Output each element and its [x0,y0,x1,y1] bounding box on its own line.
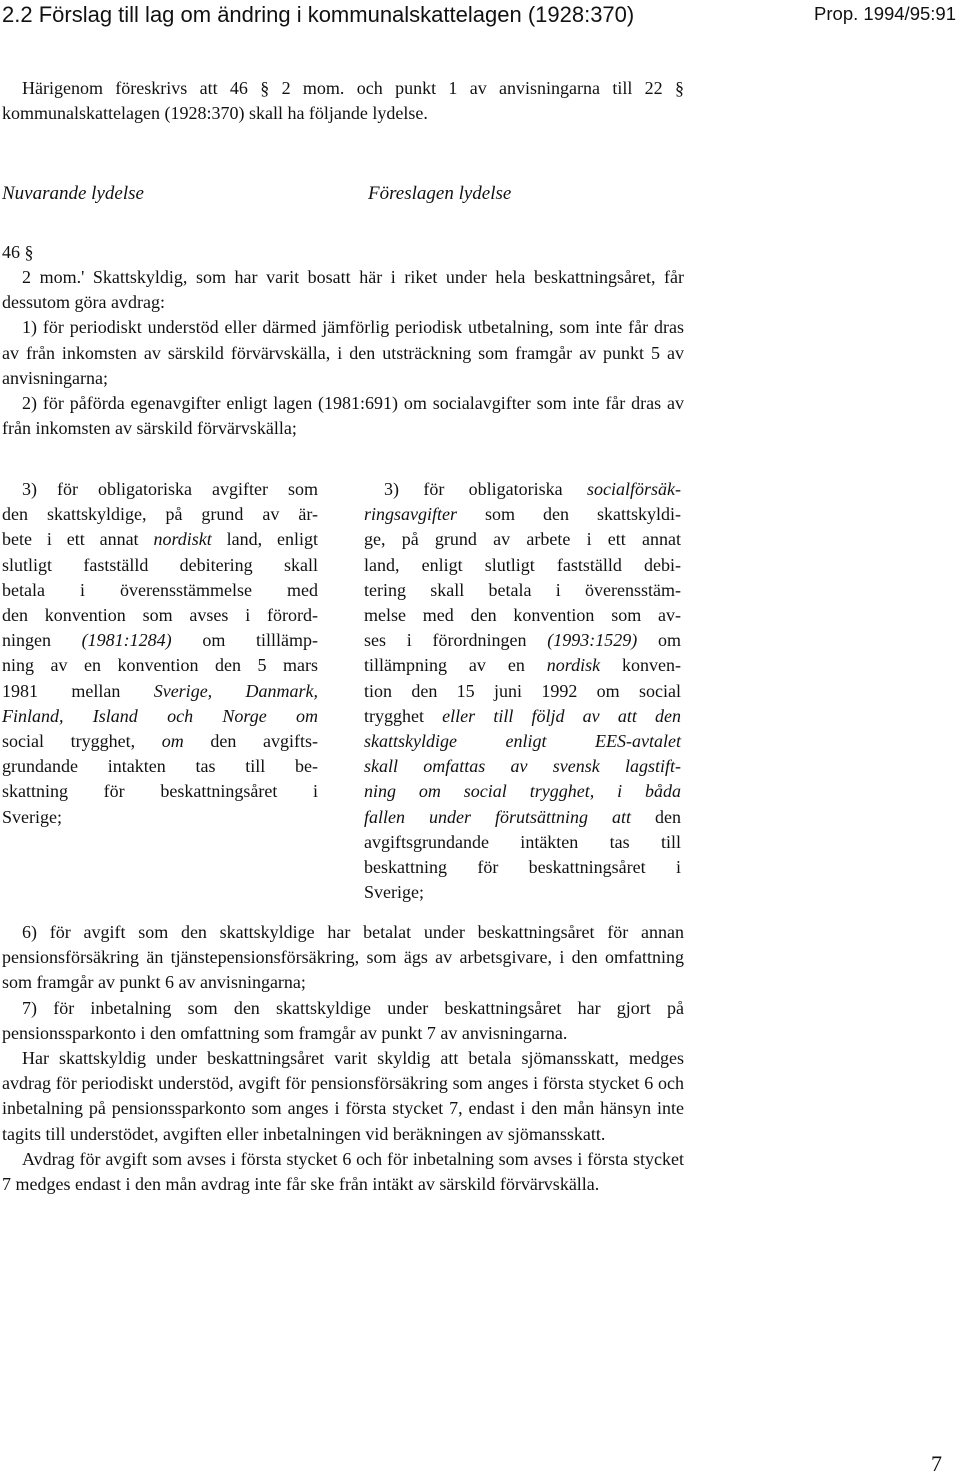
left-line: bete i ett annat nordiskt land, enligt [2,529,319,550]
left-line: social trygghet, om den avgifts- [2,731,318,752]
right-line: ge, på grund av arbete i ett annat [364,529,681,550]
left-line: grundande intakten tas till be- [2,756,318,777]
current-wording-column [2,477,318,830]
paragraph-sjomansskatt: Har skattskyldig under beskattningsåret varit skyldig att betala sjömansskatt, medges avdrag för periodiskt understöd, avgift för pensionsförsäkring som anges i första stycket 6 och inbetalning på pensionssparkonto som anges i första stycket 7, endast i den mån hänsyn inte tagits till understödet, avgiften eller inbetalningen vid beräkningen av sjömansskatt. [2,1048,684,1144]
right-line: trygghet eller till följd av att den [364,705,681,726]
right-line: ning om social trygghet, i båda [364,781,681,802]
left-line: ningen (1981:1284) om tilllämp- [2,630,318,651]
item-2: 2) för påförda egenavgifter enligt lagen (1981:691) om socialavgifter som inte får dras av från inkomsten av särskild förvärvskälla; [2,393,684,439]
prop-reference: Prop. 1994/95:91 [814,3,956,24]
left-line: skattning för beskattningsåret i [2,781,318,802]
right-line: skattskyldige enligt EES-avtalet [364,731,681,752]
proposed-wording-column [364,477,681,905]
right-line: tillämpning av en nordisk konven- [364,655,681,676]
right-line: avgiftsgrundande intäkten tas till [364,831,681,852]
right-line: ringsavgifter som den skattskyldi- [364,504,681,525]
right-line: 3) för obligatoriska socialförsäk- [384,479,681,499]
right-line: ses i förordningen (1993:1529) om [364,630,682,651]
footnote-mark: ' [81,267,85,287]
right-line: melse med den konvention som av- [364,605,681,626]
left-line: den konvention som avses i förord- [2,605,318,626]
right-line: skall omfattas av svensk lagstift- [364,756,681,777]
proposed-wording-label: Föreslagen lydelse [368,183,512,204]
right-line: tering skall betala i överensstäm- [364,579,681,600]
right-line: Sverige; [364,882,424,903]
current-wording-label: Nuvarande lydelse [2,183,144,204]
page-number: 7 [931,1451,942,1476]
left-line: betala i överensstämmelse med [2,579,318,600]
mom-label: 2 mom. [22,267,82,287]
intro-paragraph: Härigenom föreskrivs att 46 § 2 mom. och punkt 1 av anvisningarna till 22 § kommunalskattelagen (1928:370) skall ha följande lydelse. [2,78,684,124]
item-1: 1) för periodiskt understöd eller därmed jämförlig periodisk utbetalning, som inte får dras av från inkomsten av särskild förvärvskälla, i den utsträckning som framgår av punkt 5 av anvisningarna; [2,317,684,388]
left-line: ning av en konvention den 5 mars [2,655,318,676]
left-line: 3) för obligatoriska avgifter som [22,479,318,499]
right-line: fallen under förutsättning att den [364,806,681,827]
main-text [2,920,684,1197]
right-line: land, enligt slutligt fastställd debi- [364,554,681,575]
left-line: 1981 mellan Sverige, Danmark, [2,680,319,701]
paragraph-avdrag: Avdrag för avgift som avses i första stycket 6 och för inbetalning som avses i första stycket 7 medges endast i den mån avdrag inte får ske från intäkt av särskild förvärvskälla. [2,1148,684,1195]
item-6: 6) för avgift som den skattskyldige har betalat under beskattningsåret för annan pensionsförsäkring än tjänstepensionsförsäkring, som ägs av arbetsgivare, i den omfattning som framgår av punkt 6 av anvisningarna; [2,922,684,993]
section-heading: 2.2 Förslag till lag om ändring i kommunalskattelagen (1928:370) [2,2,635,27]
left-line: den skattskyldige, på grund av är- [2,504,318,525]
left-line: Finland, Island och Norge om [2,705,318,726]
right-line: beskattning för beskattningsåret i [364,857,681,878]
left-line: slutligt fastställd debitering skall [2,554,318,575]
item-7: 7) för inbetalning som den skattskyldige under beskattningsåret har gjort på pensionssparkonto i den omfattning som framgår av punkt 7 av anvisningarna. [2,997,684,1043]
mom-2-lead [2,265,684,315]
paragraph-number: 46 § [2,242,34,262]
mom-2-block [2,265,684,441]
lead-text: Skattskyldig, som har varit bosatt här i riket under hela beskattningsåret, får dessutom göra avdrag: [2,267,684,313]
right-line: tion den 15 juni 1992 om social [364,680,681,701]
left-line: Sverige; [2,806,62,827]
